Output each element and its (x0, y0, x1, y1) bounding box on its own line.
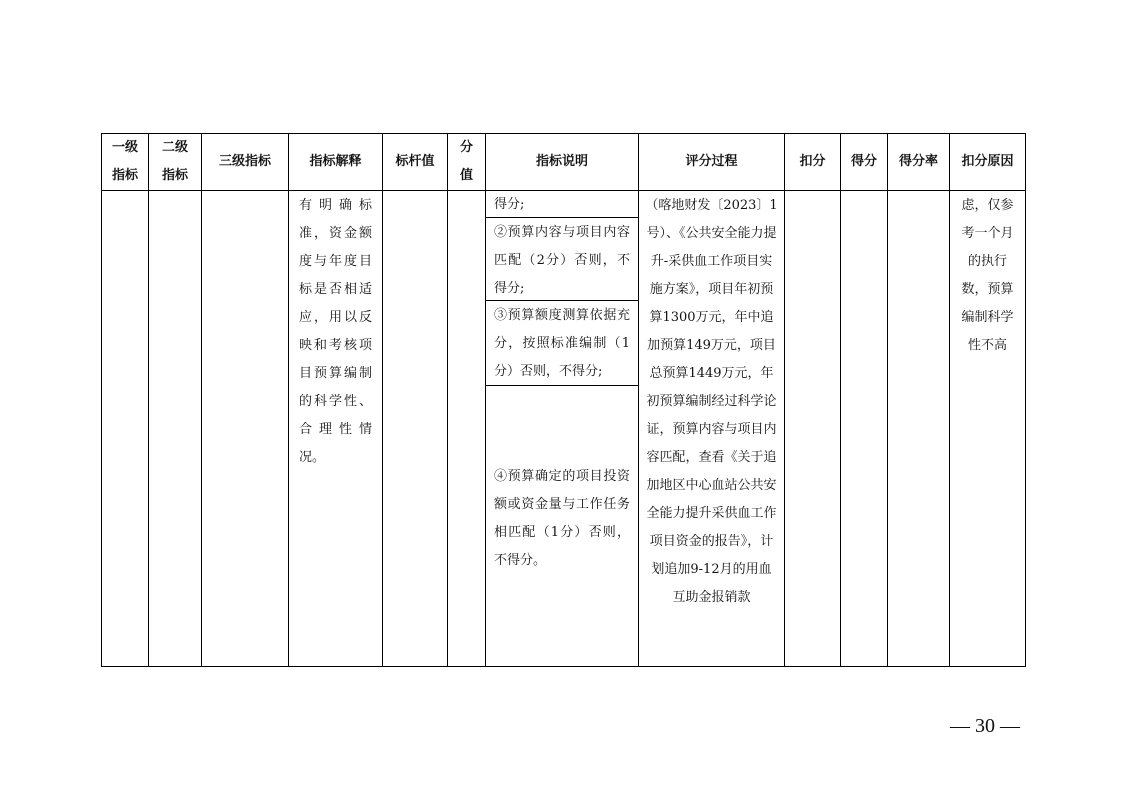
cell-score (841, 191, 888, 667)
header-process: 评分过程 (639, 134, 785, 191)
header-description: 指标说明 (486, 134, 639, 191)
page-number: — 30 — (950, 715, 1020, 737)
cell-level3 (202, 191, 289, 667)
table-row (102, 191, 1026, 667)
header-deduction: 扣分 (785, 134, 841, 191)
cell-explanation (289, 191, 383, 667)
evaluation-table (101, 133, 1026, 667)
header-score: 得分 (841, 134, 888, 191)
cell-level2 (149, 191, 202, 667)
header-score-rate: 得分率 (888, 134, 950, 191)
cell-deduction-reason (950, 191, 1026, 667)
cell-description (486, 191, 639, 667)
description-item: ④预算确定的项目投资额或资金量与工作任务相匹配（1分）否则，不得分。 (494, 469, 630, 568)
cell-process (639, 191, 785, 667)
description-item: ②预算内容与项目内容匹配（2分）否则，不得分; (486, 218, 638, 301)
header-deduction-reason: 扣分原因 (950, 134, 1026, 191)
header-level2: 二级指标 (149, 134, 202, 191)
header-benchmark: 标杆值 (383, 134, 448, 191)
header-level1: 一级指标 (102, 134, 149, 191)
deduction-reason-text: 虑，仅参考一个月的执行数，预算编制科学性不高 (961, 198, 1014, 353)
cell-level1 (102, 191, 149, 667)
description-item: ③预算额度测算依据充分，按照标准编制（1分）否则，不得分; (486, 301, 638, 386)
process-text: （喀地财发〔2023〕1号）、《公共安全能力提升-采供血工作项目实施方案》，项目年初预算1300万元，年中追加预算149万元，项目总预算1449万元，年初预算编制经过科学论证，预算内容与项目内容匹配，查看《关于追加地区中心血站公共安全能力提升采供血工作项目资金的报告》，计划追加9-12月的用血互助金报销款 (645, 198, 778, 605)
explanation-text: 有明确标准，资金额度与年度目标是否相适应，用以反映和考核项目预算编制的科学性、合理性情况。 (299, 198, 372, 465)
header-explanation: 指标解释 (289, 134, 383, 191)
header-level3: 三级指标 (202, 134, 289, 191)
header-row (102, 134, 1026, 191)
cell-score-value (448, 191, 486, 667)
description-item: 得分; (486, 191, 638, 218)
header-score-value: 分值 (448, 134, 486, 191)
cell-benchmark (383, 191, 448, 667)
cell-score-rate (888, 191, 950, 667)
cell-deduction (785, 191, 841, 667)
